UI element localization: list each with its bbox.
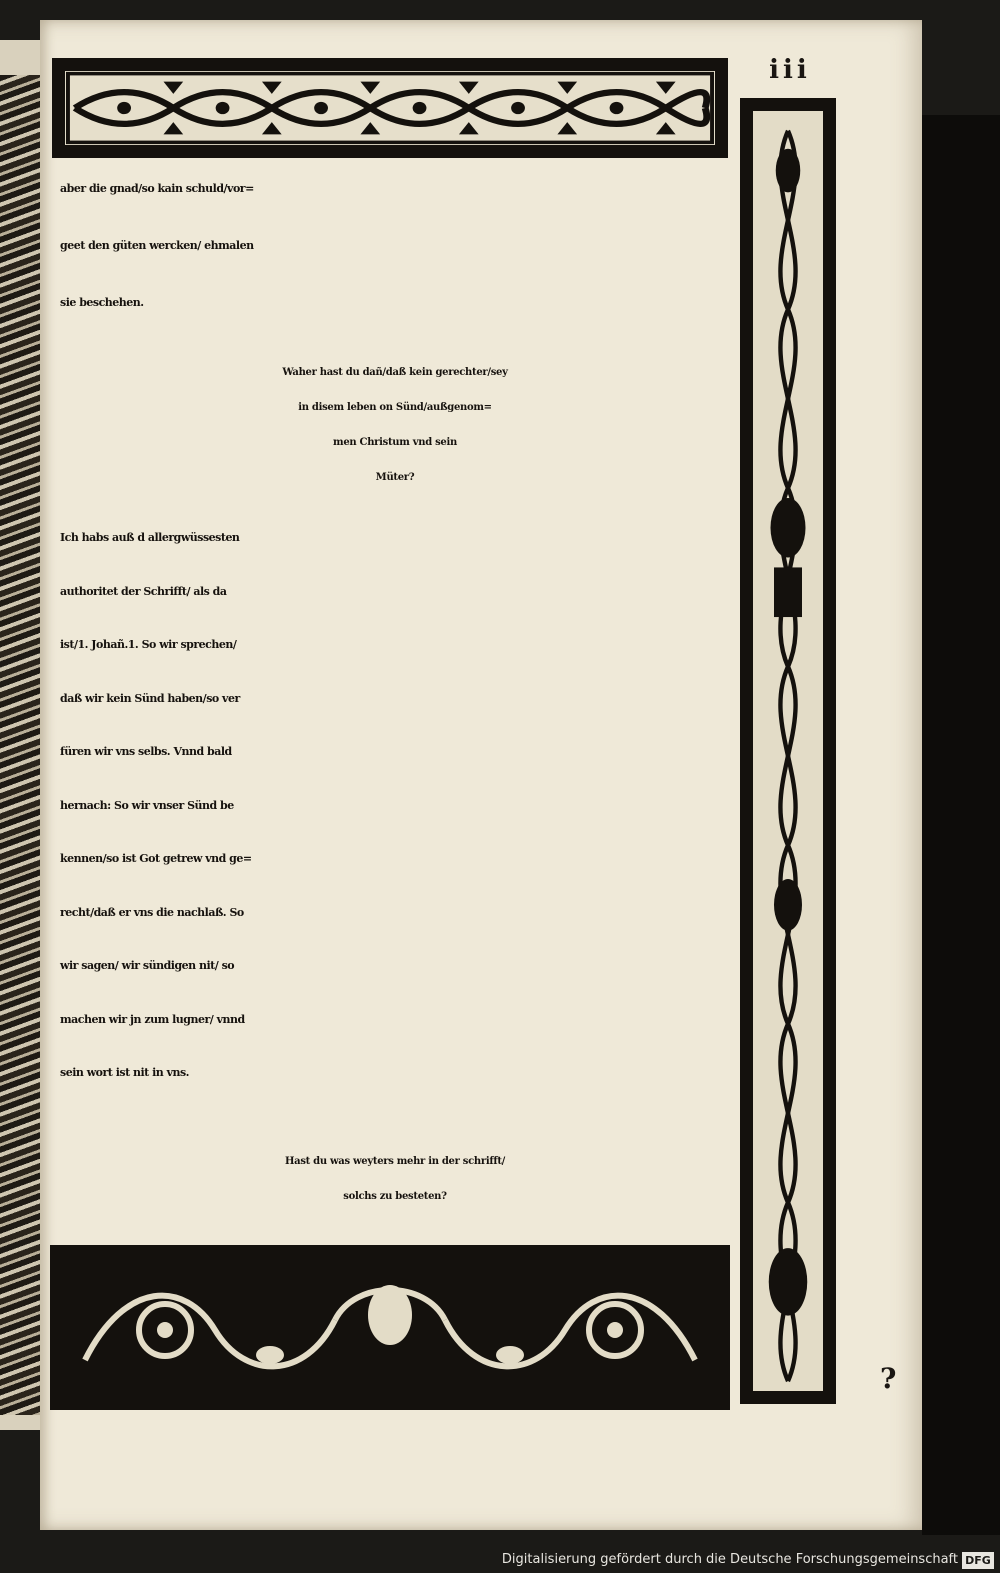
grotesque-column-ornament	[753, 111, 823, 1391]
text-line: daß wir kein Sünd haben/so ver	[60, 691, 240, 705]
paragraph-answer-2	[60, 511, 730, 1100]
footer-bar	[0, 1549, 1000, 1573]
text-line: authoritet der Schrifft/ als da	[60, 584, 227, 598]
text-line: machen wir jn zum lugner/ vnnd	[60, 1012, 245, 1026]
printer-mark: ?	[880, 1362, 897, 1395]
text-block	[60, 160, 730, 1214]
text-line: hernach: So wir vnser Sünd be	[60, 798, 234, 812]
text-line: men Christum vnd sein	[333, 437, 457, 448]
interlace-ornament	[65, 71, 715, 145]
text-line: füren wir vns selbs. Vnnd bald	[60, 745, 232, 758]
dfg-logo: DFG	[962, 1552, 994, 1569]
left-page-woodcut-border	[0, 75, 40, 1415]
text-line: aber die gnad/so kain schuld/vor=	[60, 182, 254, 195]
text-line: solchs zu besteten?	[343, 1190, 447, 1202]
question-heading-1	[60, 355, 730, 495]
text-line: in disem leben on Sünd/außgenom=	[298, 402, 492, 413]
text-line: wir sagen/ wir sündigen nit/ so	[60, 959, 235, 972]
background-shadow	[922, 115, 1000, 1535]
text-line: Müter?	[375, 472, 415, 483]
paragraph-answer-1	[60, 160, 730, 331]
funding-credit: Digitalisierung gefördert durch die Deutsche Forschungsgemeinschaft	[501, 1552, 958, 1567]
right-ornamental-border	[740, 98, 836, 1404]
page-number: iii	[769, 55, 811, 85]
text-line: kennen/so ist Got getrew vnd ge=	[60, 852, 252, 865]
bottom-ornamental-border	[50, 1245, 730, 1410]
foliage-ornament	[65, 1260, 715, 1395]
text-line: Waher hast du dañ/daß kein gerechter/sey	[282, 367, 508, 378]
text-line: ist/1. Johañ.1. So wir sprechen/	[60, 638, 237, 651]
text-line: sein wort ist nit in vns.	[60, 1066, 189, 1079]
text-line: Hast du was weyters mehr in der schrifft/	[285, 1155, 505, 1167]
top-ornamental-border	[52, 58, 728, 158]
text-line: sie beschehen.	[60, 296, 144, 309]
text-line: Ich habs auß d allergwüssesten	[60, 531, 240, 544]
text-line: recht/daß er vns die nachlaß. So	[60, 905, 244, 919]
question-heading-2	[60, 1144, 730, 1214]
text-line: geet den güten wercken/ ehmalen	[60, 239, 254, 252]
